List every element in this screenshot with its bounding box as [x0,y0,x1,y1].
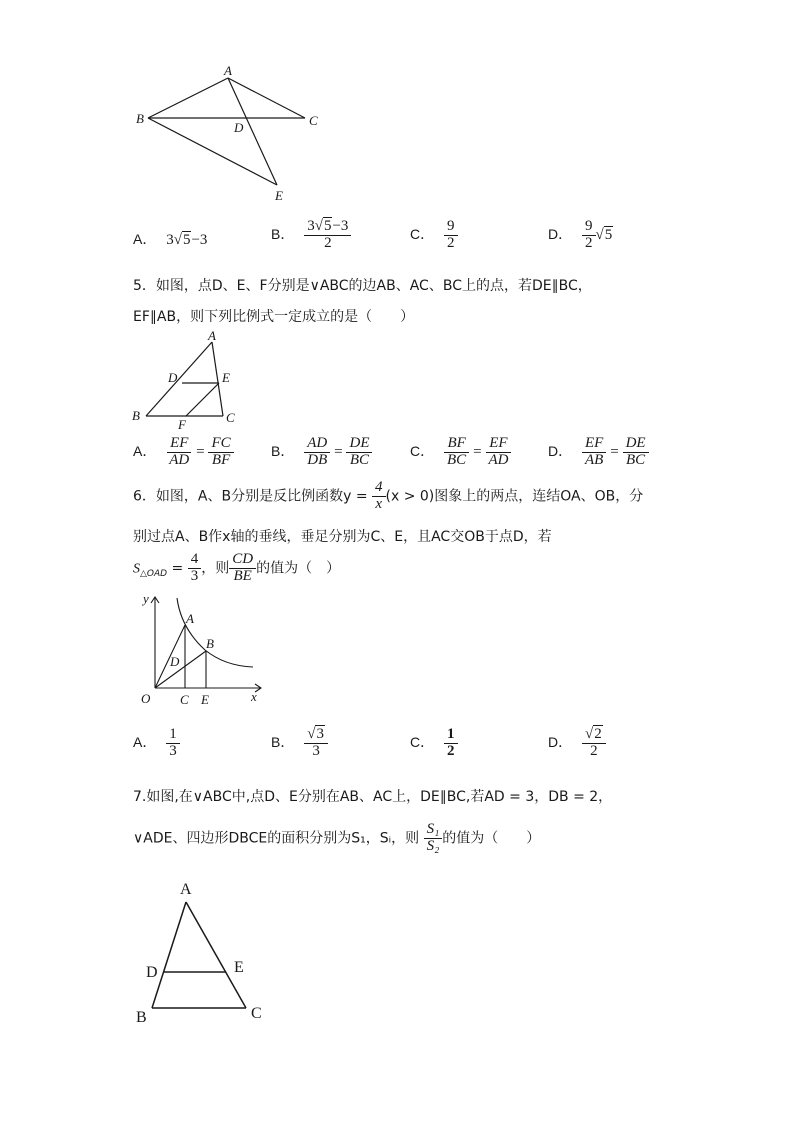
q4-option-b[interactable]: B． $\frac{3√5-3}{2}$ [271,219,351,252]
figure-q4 [130,60,330,205]
figure-q6 [135,588,270,710]
q7-line2: ∨ADE、四边形DBCE的面积分别为S₁，Sᵢ，则 $\frac{\text{S₁}}{\text{S₂}}$ 的值为（ ） [133,821,541,854]
q5-option-b[interactable]: B． $\frac{AD}{DB}$ = $\frac{DE}{BC}$ [271,436,372,469]
fig7-label-e: E [234,959,244,976]
q4-option-d[interactable]: D． $\frac{9}{2}$ √5 [548,218,613,251]
q7-line1: 7.如图,在∨ABC中,点D、E分别在AB、AC上，DE∥BC,若AD = 3，DB = 2， [133,789,613,805]
fig6-label-d: D [170,654,180,669]
q5-line2: EF∥AB，则下列比例式一定成立的是（ ） [133,309,415,325]
fig5-label-e: E [222,370,230,385]
fig1-label-a: A [224,63,232,78]
q5-option-c[interactable]: C． $\frac{BF}{BC}$ = $\frac{EF}{AD}$ [410,436,511,469]
fig6-label-y: y [143,591,149,606]
figure-q5 [128,330,243,430]
fig7-label-b: B [136,1009,147,1026]
fig7-label-d: D [146,964,158,981]
fig6-label-x: x [251,689,257,704]
q6-option-d[interactable]: D． $\frac{√2}{2}$ [548,727,606,760]
fig5-label-d: D [168,370,178,385]
fig1-label-c: C [309,113,318,128]
q5-line1: 5．如图，点D、E、F分别是∨ABC的边AB、AC、BC上的点，若DE∥BC， [133,278,592,294]
fig5-label-b: B [132,408,140,423]
q6-option-b[interactable]: B． $\frac{√3}{3}$ [271,727,328,760]
fig6-label-c: C [180,692,189,707]
fig7-label-c: C [251,1005,262,1022]
q6-line3: $S_{\triangle OAD}$ = $\frac{4}{3}$ ，则 $\frac{CD}{BE}$ 的值为（ ） [133,551,341,584]
q5-option-a[interactable]: A． $\frac{EF}{AD}$ = $\frac{FC}{BF}$ [133,436,234,469]
fig6-label-e: E [201,692,209,707]
figure-q7 [130,874,275,1029]
fig5-label-f: F [178,417,186,430]
fig1-label-e: E [275,188,283,203]
q6-option-a[interactable]: A． $\frac{1}{3}$ [133,727,180,760]
fig5-label-c: C [226,410,235,425]
fig7-label-a: A [180,881,192,898]
q6-option-c[interactable]: C． $\frac{1}{2}$ [410,727,458,760]
q6-line2: 别过点A、B作x轴的垂线，垂足分别为C、E，且AC交OB于点D，若 [133,529,552,545]
q4-option-a[interactable]: A． 3√5−3 [133,231,208,248]
q4-option-c[interactable]: C． $\frac{9}{2}$ [410,219,458,252]
q6-line1: 6．如图，A、B分别是反比例函数y = $\frac{4}{x}$ (x > 0)图象上的两点，连结OA、OB，分 [133,479,644,512]
fig5-label-a: A [208,330,216,343]
fig1-label-b: B [136,111,144,126]
q5-option-d[interactable]: D． $\frac{EF}{AB}$ = $\frac{DE}{BC}$ [548,436,649,469]
fig6-label-a: A [186,611,194,626]
fig6-label-o: O [141,691,151,706]
fig6-label-b: B [206,636,214,651]
fig1-label-d: D [234,120,244,135]
